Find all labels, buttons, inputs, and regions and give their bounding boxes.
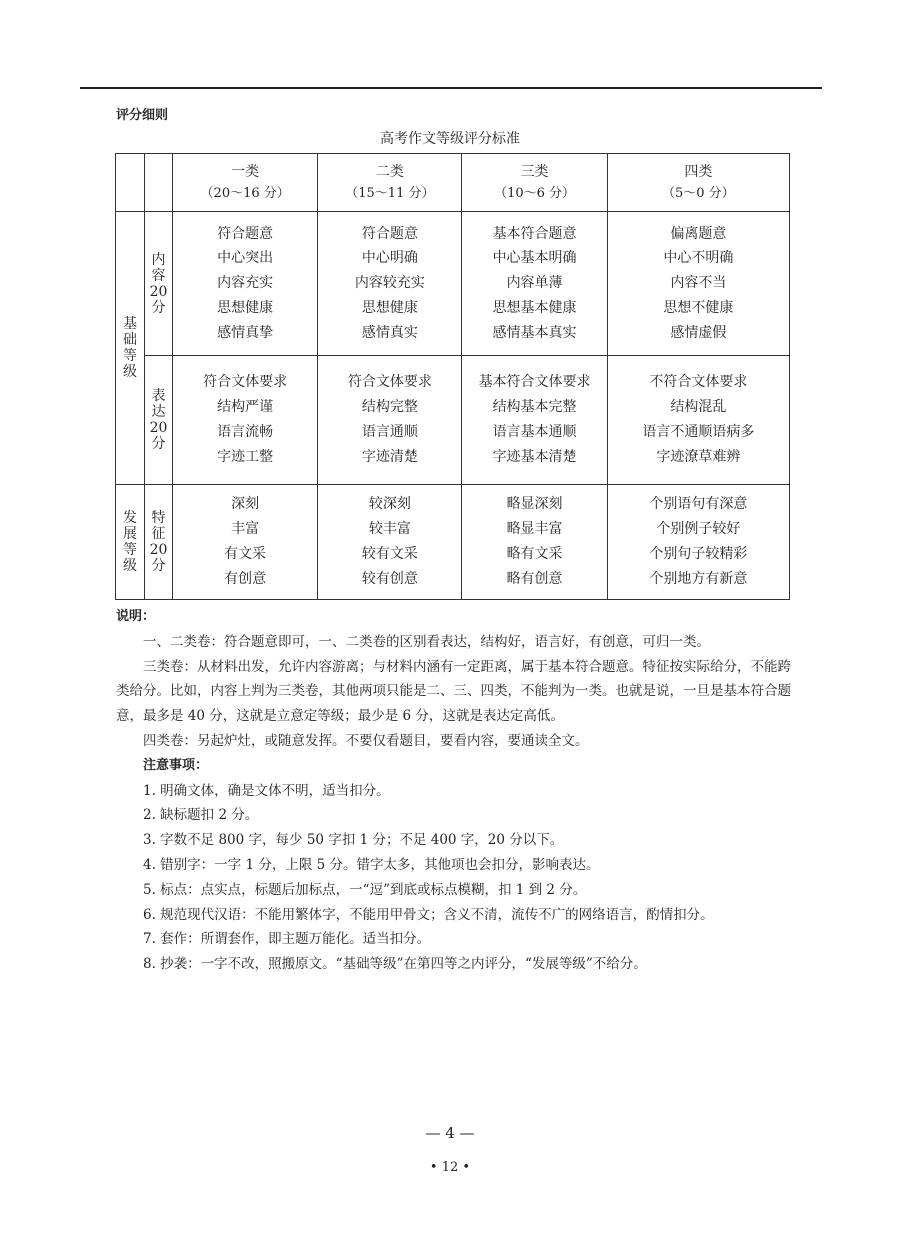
column-header: 四类 （5～0 分） (607, 154, 789, 212)
table-title: 高考作文等级评分标准 (380, 131, 520, 147)
group-label-basic: 基 础 等 级 (116, 212, 145, 485)
table-row-content (116, 212, 790, 356)
group-label-development: 发 展 等 级 (116, 485, 145, 600)
notes-heading: 注意事项： (143, 757, 209, 773)
table-cell: 较深刻 较丰富 较有文采 较有创意 (318, 485, 462, 600)
corner-cell (145, 154, 173, 212)
sheet-number: • 12 • (429, 1160, 471, 1175)
table-cell: 略显深刻 略显丰富 略有文采 略有创意 (462, 485, 607, 600)
table-cell: 深刻 丰富 有文采 有创意 (173, 485, 318, 600)
row-label-expression: 表 达 20 分 (145, 356, 173, 485)
section-heading: 评分细则 (116, 108, 169, 123)
table-row-expression (116, 356, 790, 485)
notes-item: 5. 标点：点实点，标题后加标点，一“逗”到底或标点模糊，扣 1 到 2 分。 (143, 881, 587, 898)
explanation-heading: 说明： (116, 609, 156, 624)
table-cell: 基本符合文体要求 结构基本完整 语言基本通顺 字迹基本清楚 (462, 356, 607, 485)
corner-cell (116, 154, 145, 212)
row-label-content: 内 容 20 分 (145, 212, 173, 356)
table-cell: 符合文体要求 结构完整 语言通顺 字迹清楚 (318, 356, 462, 485)
notes-item: 6. 规范现代汉语：不能用繁体字，不能用甲骨文；含义不清，流传不广的网络语言，酌情扣分。 (143, 906, 714, 923)
column-header: 一类 （20～16 分） (173, 154, 318, 212)
table-row-features (116, 485, 790, 600)
column-header: 二类 （15～11 分） (318, 154, 462, 212)
page-number: — 4 — (425, 1124, 475, 1142)
table-cell: 不符合文体要求 结构混乱 语言不通顺语病多 字迹潦草难辨 (607, 356, 789, 485)
notes-item: 8. 抄袭：一字不改，照搬原文。“基础等级”在第四等之内评分，“发展等级”不给分。 (143, 956, 647, 973)
table-cell: 偏离题意 中心不明确 内容不当 思想不健康 感情虚假 (607, 212, 789, 356)
table-cell: 符合题意 中心突出 内容充实 思想健康 感情真挚 (173, 212, 318, 356)
explanation-paragraph: 一、二类卷：符合题意即可，一、二类卷的区别看表达，结构好，语言好，有创意，可归一类。 (143, 633, 710, 650)
table-cell: 符合文体要求 结构严谨 语言流畅 字迹工整 (173, 356, 318, 485)
notes-item: 1. 明确文体，确是文体不明，适当扣分。 (143, 782, 390, 799)
notes-item: 2. 缺标题扣 2 分。 (143, 807, 259, 824)
grading-table (115, 153, 790, 600)
table-cell: 符合题意 中心明确 内容较充实 思想健康 感情真实 (318, 212, 462, 356)
table-cell: 个别语句有深意 个别例子较好 个别句子较精彩 个别地方有新意 (607, 485, 789, 600)
notes-item: 4. 错别字：一字 1 分，上限 5 分。错字太多，其他项也会扣分，影响表达。 (143, 856, 600, 873)
explanation-paragraph: 四类卷：另起炉灶，或随意发挥。不要仅看题目，要看内容，要通读全文。 (143, 732, 589, 749)
row-label-features: 特 征 20 分 (145, 485, 173, 600)
top-rule (80, 87, 822, 89)
table-header-row (116, 154, 790, 212)
explanation-paragraph: 三类卷：从材料出发，允许内容游离；与材料内涵有一定距离，属于基本符合题意。特征按实际给分，不能跨类给分。比如，内容上判为三类卷，其他两项只能是二、三、四类，不能判为一类。也就是说，一旦是基本符合题意，最多是 40 分，这就是立意定等级；最少是 6 分，这就是表达定高低。 (116, 658, 791, 725)
notes-item: 3. 字数不足 800 字，每少 50 字扣 1 分；不足 400 字，20 分以下。 (143, 832, 564, 849)
notes-item: 7. 套作：所谓套作，即主题万能化。适当扣分。 (143, 931, 431, 948)
explanation-section (116, 605, 796, 977)
table-cell: 基本符合题意 中心基本明确 内容单薄 思想基本健康 感情基本真实 (462, 212, 607, 356)
column-header: 三类 （10～6 分） (462, 154, 607, 212)
